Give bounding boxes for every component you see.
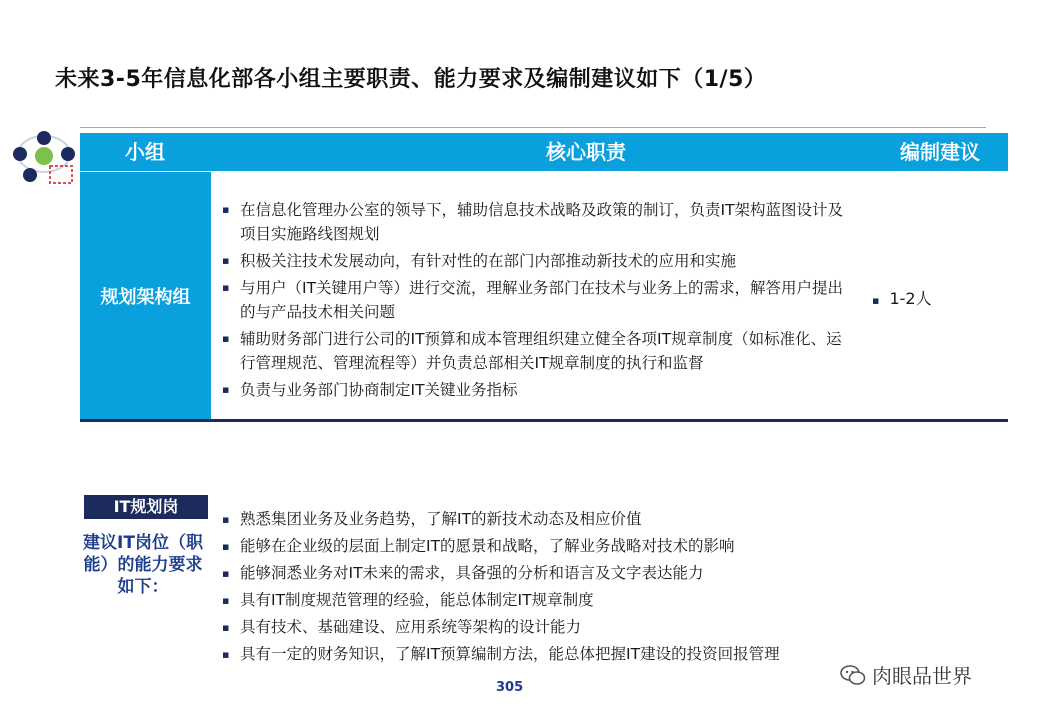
header-group: 小组 [125,140,165,164]
list-item: ▪ 能够在企业级的层面上制定IT的愿景和战略，了解业务战略对技术的影响 [222,533,862,560]
page-number: 305 [496,680,524,695]
list-item: ▪ 具有技术、基础建设、应用系统等架构的设计能力 [222,614,862,641]
staff-suggestion [872,286,932,309]
title-divider [80,127,986,128]
list-item: ▪ 具有一定的财务知识，了解IT预算编制方法，能总体把握IT建设的投资回报管理 [222,641,862,668]
list-item: ▪ 辅助财务部门进行公司的IT预算和成本管理组织建立健全各项IT规章制度（如标准化、运行管理规范、管理流程等）并负责总部相关IT规章制度的执行和监督 [222,327,852,375]
role-tag: IT规划岗 [84,495,208,519]
table-header [80,133,1008,171]
watermark [840,660,972,689]
watermark-text: 肉眼品世界 [872,664,972,688]
org-chart-icon [6,126,82,188]
header-staff: 编制建议 [900,140,980,164]
list-item: ▪ 积极关注技术发展动向，有针对性的在部门内部推动新技术的应用和实施 [222,249,852,273]
header-duty: 核心职责 [546,140,626,164]
staff-value: 1-2人 [889,289,932,308]
list-item: ▪ 与用户（IT关键用户等）进行交流，理解业务部门在技术与业务上的需求，解答用户提出的与产品技术相关问题 [222,276,852,324]
list-item: ▪ 具有IT制度规范管理的经验，能总体制定IT规章制度 [222,587,862,614]
list-item: ▪ 能够洞悉业务对IT未来的需求，具备强的分析和语言及文字表达能力 [222,560,862,587]
group-name-cell: 规划架构组 [80,172,211,419]
bullet-icon: ▪ [872,294,880,307]
table-bottom-rule [80,419,1008,422]
list-item: ▪ 负责与业务部门协商制定IT关键业务指标 [222,378,852,402]
role-title: 建议IT岗位（职能）的能力要求如下： [83,533,203,597]
list-item: ▪ 熟悉集团业务及业务趋势，了解IT的新技术动态及相应价值 [222,506,862,533]
list-item: ▪ 在信息化管理办公室的领导下，辅助信息技术战略及政策的制订，负责IT架构蓝图设计及项目实施路线图规划 [222,198,852,246]
duty-list [222,198,852,405]
page-title: 未来3-5年信息化部各小组主要职责、能力要求及编制建议如下（1/5） [55,67,767,92]
wechat-icon [840,664,866,686]
requirement-list [222,506,862,668]
